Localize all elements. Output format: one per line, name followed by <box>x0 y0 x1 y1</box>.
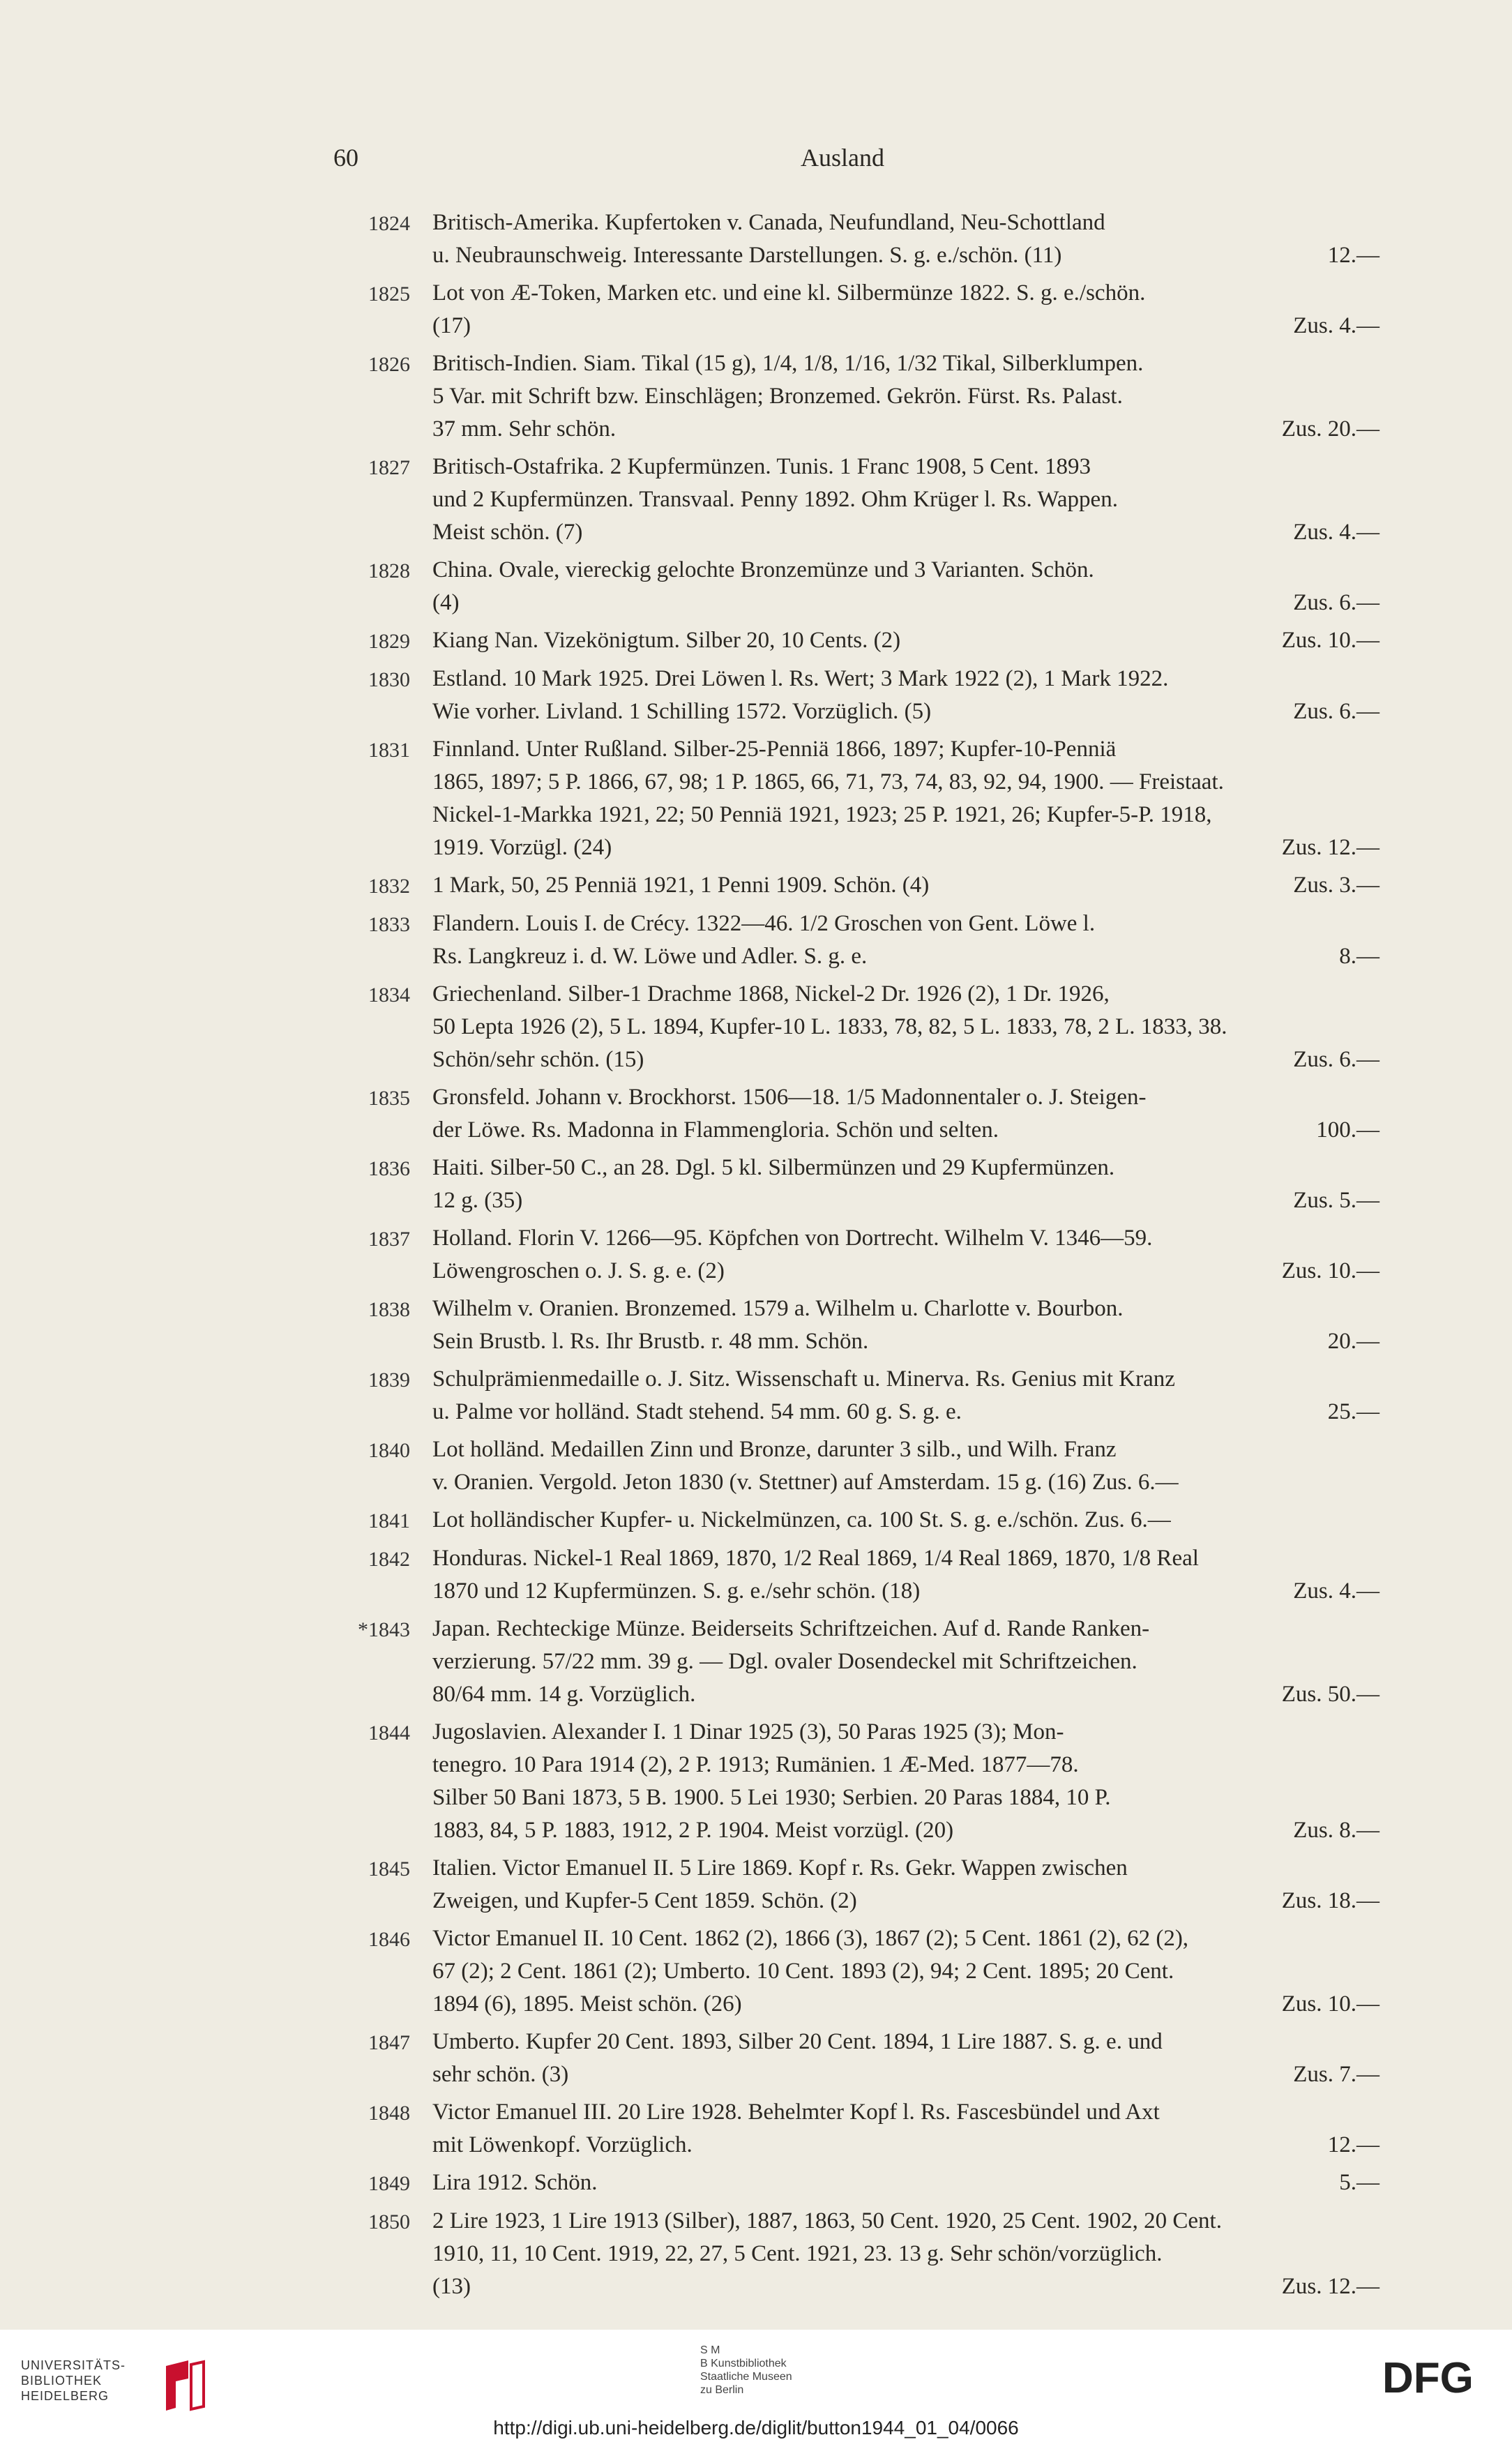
lot-line <box>432 1325 1379 1358</box>
lot-entry <box>333 1292 1379 1358</box>
lot-line-text: Finnland. Unter Rußland. Silber-25-Penniä 1866, 1897; Kupfer-10-Penniä <box>432 737 1117 762</box>
lot-line <box>432 1152 1379 1184</box>
lot-entry <box>333 2166 1379 2200</box>
lot-price: Zus. 5.— <box>1293 1188 1379 1213</box>
lot-line <box>432 940 1379 973</box>
lot-line-text: 12 g. (35) <box>432 1188 523 1213</box>
lot-line <box>432 695 1379 728</box>
lot-line <box>432 1988 1379 2021</box>
lot-number: 1835 <box>368 1087 410 1110</box>
lot-number: 1828 <box>368 559 410 582</box>
lot-price: Zus. 12.— <box>1281 2274 1379 2299</box>
lot-number: 1846 <box>368 1928 410 1951</box>
lot-line <box>432 978 1379 1011</box>
lot-line-text: 50 Lepta 1926 (2), 5 L. 1894, Kupfer-10 L. 1833, 78, 82, 5 L. 1833, 78, 2 L. 1833, 38. <box>432 1014 1227 1039</box>
lot-line-text: Estland. 10 Mark 1925. Drei Löwen l. Rs. Wert; 3 Mark 1922 (2), 1 Mark 1922. <box>432 666 1169 691</box>
lot-line <box>432 1011 1379 1043</box>
lot-description <box>432 1363 1379 1429</box>
lot-line <box>432 451 1379 483</box>
lot-price: Zus. 50.— <box>1281 1682 1379 1707</box>
lot-line <box>432 1542 1379 1575</box>
lot-description <box>432 1542 1379 1608</box>
lot-line <box>432 483 1379 516</box>
lot-line-text: Kiang Nan. Vizekönigtum. Silber 20, 10 Cents. (2) <box>432 628 901 653</box>
lot-entry <box>333 1081 1379 1147</box>
lot-description <box>432 1852 1379 1917</box>
lot-entry <box>333 663 1379 728</box>
lot-line <box>432 587 1379 619</box>
lot-number: 1827 <box>368 456 410 479</box>
lot-entry <box>333 1922 1379 2021</box>
lot-line <box>432 733 1379 766</box>
lot-price: Zus. 8.— <box>1293 1818 1379 1843</box>
lot-line-text: (4) <box>432 590 460 615</box>
lot-line-text: Flandern. Louis I. de Crécy. 1322—46. 1/2 Groschen von Gent. Löwe l. <box>432 911 1096 936</box>
lot-line-text: sehr schön. (3) <box>432 2062 569 2087</box>
lot-line-text: 1919. Vorzügl. (24) <box>432 835 612 860</box>
lot-line <box>432 799 1379 831</box>
lot-price: Zus. 10.— <box>1281 628 1379 653</box>
section-title: Ausland <box>801 144 884 172</box>
lot-line <box>432 1852 1379 1885</box>
lot-entry <box>333 869 1379 903</box>
lot-description <box>432 1152 1379 1217</box>
lot-line-text: Lira 1912. Schön. <box>432 2170 598 2195</box>
lot-line <box>432 1885 1379 1917</box>
lot-line-text: Britisch-Indien. Siam. Tikal (15 g), 1/4, 1/8, 1/16, 1/32 Tikal, Silberklumpen. <box>432 351 1144 376</box>
lot-line <box>432 380 1379 413</box>
lot-number: 1850 <box>368 2210 410 2233</box>
lot-description <box>432 1292 1379 1358</box>
kunstbibliothek-logo <box>700 2344 792 2397</box>
lot-line-text: Victor Emanuel III. 20 Lire 1928. Behelmter Kopf l. Rs. Fascesbündel und Axt <box>432 2100 1160 2125</box>
lot-line <box>432 1255 1379 1288</box>
lot-line-text: tenegro. 10 Para 1914 (2), 2 P. 1913; Rumänien. 1 Æ-Med. 1877—78. <box>432 1752 1079 1777</box>
lot-line-text: 67 (2); 2 Cent. 1861 (2); Umberto. 10 Cent. 1893 (2), 94; 2 Cent. 1895; 20 Cent. <box>432 1959 1174 1984</box>
lot-description <box>432 663 1379 728</box>
lot-line-text: Holland. Florin V. 1266—95. Köpfchen von Dortrecht. Wilhelm V. 1346—59. <box>432 1226 1153 1251</box>
lot-entry <box>333 2026 1379 2091</box>
lot-line-text: Schön/sehr schön. (15) <box>432 1047 644 1072</box>
lot-line <box>432 239 1379 272</box>
lot-line <box>432 1043 1379 1076</box>
lot-line <box>432 1081 1379 1114</box>
lot-price: 5.— <box>1339 2170 1379 2195</box>
lot-line <box>432 1781 1379 1814</box>
lot-number: 1826 <box>368 353 410 376</box>
lot-line <box>432 624 1379 657</box>
lot-line <box>432 1184 1379 1217</box>
lot-number: 1847 <box>368 2031 410 2054</box>
lot-line-text: Lot holländ. Medaillen Zinn und Bronze, darunter 3 silb., und Wilh. Franz <box>432 1437 1117 1462</box>
lot-line-text: und 2 Kupfermünzen. Transvaal. Penny 1892. Ohm Krüger l. Rs. Wappen. <box>432 487 1118 512</box>
lot-line-text: Griechenland. Silber-1 Drachme 1868, Nickel-2 Dr. 1926 (2), 1 Dr. 1926, <box>432 981 1110 1007</box>
lot-line-text: Victor Emanuel II. 10 Cent. 1862 (2), 1866 (3), 1867 (2); 5 Cent. 1861 (2), 62 (2), <box>432 1926 1189 1951</box>
lot-description <box>432 1504 1379 1537</box>
library-emblem-icon <box>160 2358 209 2413</box>
lot-price: Zus. 18.— <box>1281 1888 1379 1913</box>
lot-description <box>432 2096 1379 2162</box>
lot-description <box>432 2166 1379 2199</box>
lot-number: 1845 <box>368 1857 410 1881</box>
lot-description <box>432 206 1379 272</box>
lot-number: 1830 <box>368 668 410 691</box>
lot-line-text: u. Neubraunschweig. Interessante Darstellungen. S. g. e./schön. (11) <box>432 243 1062 268</box>
lot-line <box>432 907 1379 940</box>
lot-line-text: (13) <box>432 2274 471 2299</box>
lot-entry <box>333 1852 1379 1917</box>
lot-line <box>432 2096 1379 2129</box>
lot-price: 25.— <box>1327 1399 1379 1424</box>
lot-number: 1840 <box>368 1439 410 1462</box>
lot-number: 1833 <box>368 913 410 936</box>
lot-line <box>432 1749 1379 1781</box>
center-line-4: zu Berlin <box>700 2384 744 2396</box>
lot-line <box>432 663 1379 695</box>
lot-description <box>432 1613 1379 1711</box>
lot-line-text: der Löwe. Rs. Madonna in Flammengloria. Schön und selten. <box>432 1117 999 1143</box>
lot-line-text: 2 Lire 1923, 1 Lire 1913 (Silber), 1887, 1863, 50 Cent. 1920, 25 Cent. 1902, 20 Cent. <box>432 2208 1222 2233</box>
lot-number: 1834 <box>368 983 410 1007</box>
center-line-3: Staatliche Museen <box>700 2371 792 2383</box>
lot-line <box>432 277 1379 310</box>
lot-entry <box>333 1504 1379 1537</box>
lot-line <box>432 1363 1379 1396</box>
lot-line-text: Löwengroschen o. J. S. g. e. (2) <box>432 1258 725 1283</box>
lot-entry <box>333 1222 1379 1288</box>
lot-line-text: Wie vorher. Livland. 1 Schilling 1572. Vorzüglich. (5) <box>432 699 932 724</box>
lot-entry <box>333 451 1379 549</box>
lot-line <box>432 1466 1379 1499</box>
lot-line <box>432 1504 1379 1537</box>
lot-line-text: 1894 (6), 1895. Meist schön. (26) <box>432 1991 742 2017</box>
lot-entry <box>333 1363 1379 1429</box>
lot-price: Zus. 10.— <box>1281 1991 1379 2017</box>
lot-number: 1825 <box>368 282 410 306</box>
lot-line <box>432 2026 1379 2058</box>
lot-line <box>432 1575 1379 1608</box>
lot-line-text: 1883, 84, 5 P. 1883, 1912, 2 P. 1904. Meist vorzügl. (20) <box>432 1818 954 1843</box>
lot-line <box>432 1433 1379 1466</box>
lot-line <box>432 206 1379 239</box>
lot-description <box>432 733 1379 864</box>
lot-line <box>432 1814 1379 1847</box>
lot-price: Zus. 4.— <box>1293 520 1379 545</box>
lot-price: 100.— <box>1316 1117 1379 1143</box>
lot-line-text: Jugoslavien. Alexander I. 1 Dinar 1925 (3), 50 Paras 1925 (3); Mon- <box>432 1719 1064 1744</box>
lot-price: Zus. 12.— <box>1281 835 1379 860</box>
lot-line-text: Lot von Æ-Token, Marken etc. und eine kl. Silbermünze 1822. S. g. e./schön. <box>432 280 1146 306</box>
lot-line <box>432 554 1379 587</box>
lot-line <box>432 1222 1379 1255</box>
lot-price: 8.— <box>1339 944 1379 969</box>
lot-line-text: Honduras. Nickel-1 Real 1869, 1870, 1/2 Real 1869, 1/4 Real 1869, 1870, 1/8 Real <box>432 1546 1199 1571</box>
lot-line-text: Britisch-Amerika. Kupfertoken v. Canada, Neufundland, Neu-Schottland <box>432 210 1105 235</box>
lot-line-text: Silber 50 Bani 1873, 5 B. 1900. 5 Lei 1930; Serbien. 20 Paras 1884, 10 P. <box>432 1785 1111 1810</box>
lot-line <box>432 1292 1379 1325</box>
lot-description <box>432 1222 1379 1288</box>
lot-number: 1831 <box>368 739 410 762</box>
lot-number: 1838 <box>368 1298 410 1321</box>
lot-line-text: u. Palme vor holländ. Stadt stehend. 54 mm. 60 g. S. g. e. <box>432 1399 962 1424</box>
lot-description <box>432 1433 1379 1499</box>
lot-line-text: Wilhelm v. Oranien. Bronzemed. 1579 a. Wilhelm u. Charlotte v. Bourbon. <box>432 1296 1124 1321</box>
lot-line-text: Lot holländischer Kupfer- u. Nickelmünzen, ca. 100 St. S. g. e./schön. Zus. 6.— <box>432 1507 1171 1532</box>
page-url[interactable]: http://digi.ub.uni-heidelberg.de/diglit/button1944_01_04/0066 <box>493 2417 1019 2439</box>
lot-line-text: Britisch-Ostafrika. 2 Kupfermünzen. Tunis. 1 Franc 1908, 5 Cent. 1893 <box>432 454 1091 479</box>
lot-line-text: Italien. Victor Emanuel II. 5 Lire 1869. Kopf r. Rs. Gekr. Wappen zwischen <box>432 1855 1128 1881</box>
lot-line-text: 1870 und 12 Kupfermünzen. S. g. e./sehr schön. (18) <box>432 1578 921 1604</box>
lot-list <box>333 206 1379 2308</box>
lot-description <box>432 2205 1379 2303</box>
lot-line-text: Zweigen, und Kupfer-5 Cent 1859. Schön. (2) <box>432 1888 857 1913</box>
lot-line-text: China. Ovale, viereckig gelochte Bronzemünze und 3 Varianten. Schön. <box>432 557 1094 582</box>
lot-line <box>432 2205 1379 2238</box>
lot-entry <box>333 1152 1379 1217</box>
lot-line-text: v. Oranien. Vergold. Jeton 1830 (v. Stettner) auf Amsterdam. 15 g. (16) Zus. 6.— <box>432 1470 1179 1495</box>
lot-price: Zus. 4.— <box>1293 313 1379 338</box>
lot-description <box>432 869 1379 902</box>
lot-description <box>432 451 1379 549</box>
lot-line-text: Japan. Rechteckige Münze. Beiderseits Schriftzeichen. Auf d. Rande Ranken- <box>432 1616 1150 1641</box>
lot-price: 12.— <box>1327 243 1379 268</box>
footer-bar <box>0 2330 1512 2442</box>
lot-entry <box>333 1613 1379 1711</box>
lot-entry <box>333 907 1379 973</box>
lot-description <box>432 554 1379 619</box>
lot-line <box>432 766 1379 799</box>
lot-line <box>432 831 1379 864</box>
lot-line-text: Meist schön. (7) <box>432 520 583 545</box>
lot-description <box>432 1922 1379 2021</box>
lot-description <box>432 347 1379 446</box>
lot-entry <box>333 733 1379 864</box>
lot-number: 1849 <box>368 2172 410 2195</box>
lot-price: Zus. 6.— <box>1293 1047 1379 1072</box>
lot-entry <box>333 1542 1379 1608</box>
lot-line-text: Rs. Langkreuz i. d. W. Löwe und Adler. S. g. e. <box>432 944 868 969</box>
lot-line <box>432 1645 1379 1678</box>
lot-line-text: Gronsfeld. Johann v. Brockhorst. 1506—18. 1/5 Madonnentaler o. J. Steigen- <box>432 1085 1147 1110</box>
lot-price: Zus. 7.— <box>1293 2062 1379 2087</box>
lot-line-text: 1865, 1897; 5 P. 1866, 67, 98; 1 P. 1865, 66, 71, 73, 74, 83, 92, 94, 1900. — Freistaat. <box>432 769 1224 794</box>
lot-line <box>432 1922 1379 1955</box>
lot-description <box>432 1716 1379 1847</box>
lot-number: 1837 <box>368 1228 410 1251</box>
lot-price: 20.— <box>1327 1329 1379 1354</box>
center-line-1: S M <box>700 2344 720 2356</box>
lot-description <box>432 907 1379 973</box>
lot-description <box>432 277 1379 342</box>
lot-number: 1848 <box>368 2102 410 2125</box>
lot-line-text: 1 Mark, 50, 25 Penniä 1921, 1 Penni 1909. Schön. (4) <box>432 873 930 898</box>
lot-line <box>432 347 1379 380</box>
lot-number: *1843 <box>358 1618 410 1641</box>
lot-entry <box>333 206 1379 272</box>
lot-line <box>432 2129 1379 2162</box>
lot-line-text: 5 Var. mit Schrift bzw. Einschlägen; Bronzemed. Gekrön. Fürst. Rs. Palast. <box>432 384 1123 409</box>
lot-line-text: Nickel-1-Markka 1921, 22; 50 Penniä 1921, 1923; 25 P. 1921, 26; Kupfer-5-P. 1918, <box>432 802 1212 827</box>
center-line-2: B Kunstbibliothek <box>700 2358 787 2369</box>
lot-number: 1824 <box>368 212 410 235</box>
lot-line <box>432 1955 1379 1988</box>
lot-description <box>432 978 1379 1076</box>
lot-description <box>432 624 1379 657</box>
lot-entry <box>333 2096 1379 2162</box>
lot-number: 1836 <box>368 1157 410 1180</box>
lot-price: Zus. 6.— <box>1293 590 1379 615</box>
lot-price: Zus. 4.— <box>1293 1578 1379 1604</box>
lot-price: Zus. 6.— <box>1293 699 1379 724</box>
lot-number: 1839 <box>368 1369 410 1392</box>
lot-line-text: Sein Brustb. l. Rs. Ihr Brustb. r. 48 mm. Schön. <box>432 1329 869 1354</box>
lot-number: 1844 <box>368 1721 410 1744</box>
lot-line <box>432 1114 1379 1147</box>
uni-line-3: HEIDELBERG <box>21 2389 109 2403</box>
dfg-logo[interactable] <box>1382 2356 1487 2398</box>
lot-line-text: 37 mm. Sehr schön. <box>432 416 617 442</box>
university-library-logo[interactable] <box>21 2358 188 2420</box>
lot-entry <box>333 624 1379 658</box>
lot-line <box>432 1678 1379 1711</box>
lot-entry <box>333 1716 1379 1847</box>
lot-number: 1832 <box>368 875 410 898</box>
lot-line <box>432 1613 1379 1645</box>
uni-line-1: UNIVERSITÄTS- <box>21 2358 126 2372</box>
lot-number: 1829 <box>368 630 410 653</box>
lot-line <box>432 1716 1379 1749</box>
lot-number: 1841 <box>368 1509 410 1532</box>
lot-line <box>432 2166 1379 2199</box>
lot-description <box>432 1081 1379 1147</box>
lot-entry <box>333 277 1379 342</box>
lot-line <box>432 2058 1379 2091</box>
dfg-label: DFG <box>1382 2356 1474 2398</box>
page-header <box>0 143 1512 185</box>
lot-price: Zus. 10.— <box>1281 1258 1379 1283</box>
lot-entry <box>333 1433 1379 1499</box>
page-number: 60 <box>333 144 358 172</box>
lot-line <box>432 2270 1379 2303</box>
lot-line <box>432 310 1379 342</box>
lot-line-text: Schulprämienmedaille o. J. Sitz. Wissenschaft u. Minerva. Rs. Genius mit Kranz <box>432 1366 1175 1392</box>
lot-line-text: Haiti. Silber-50 C., an 28. Dgl. 5 kl. Silbermünzen und 29 Kupfermünzen. <box>432 1155 1115 1180</box>
lot-line-text: 80/64 mm. 14 g. Vorzüglich. <box>432 1682 696 1707</box>
lot-line <box>432 869 1379 902</box>
lot-line <box>432 2238 1379 2270</box>
lot-line-text: mit Löwenkopf. Vorzüglich. <box>432 2132 693 2157</box>
lot-number: 1842 <box>368 1548 410 1571</box>
lot-line-text: 1910, 11, 10 Cent. 1919, 22, 27, 5 Cent. 1921, 23. 13 g. Sehr schön/vorzüglich. <box>432 2241 1163 2266</box>
lot-line <box>432 1396 1379 1429</box>
lot-price: 12.— <box>1327 2132 1379 2157</box>
lot-line <box>432 413 1379 446</box>
lot-entry <box>333 554 1379 619</box>
lot-entry <box>333 347 1379 446</box>
lot-price: Zus. 20.— <box>1281 416 1379 442</box>
lot-line-text: (17) <box>432 313 471 338</box>
uni-line-2: BIBLIOTHEK <box>21 2374 103 2388</box>
lot-entry <box>333 978 1379 1076</box>
lot-price: Zus. 3.— <box>1293 873 1379 898</box>
lot-line <box>432 516 1379 549</box>
lot-line-text: Umberto. Kupfer 20 Cent. 1893, Silber 20 Cent. 1894, 1 Lire 1887. S. g. e. und <box>432 2029 1163 2054</box>
lot-entry <box>333 2205 1379 2303</box>
lot-description <box>432 2026 1379 2091</box>
lot-line-text: verzierung. 57/22 mm. 39 g. — Dgl. ovaler Dosendeckel mit Schriftzeichen. <box>432 1649 1137 1674</box>
